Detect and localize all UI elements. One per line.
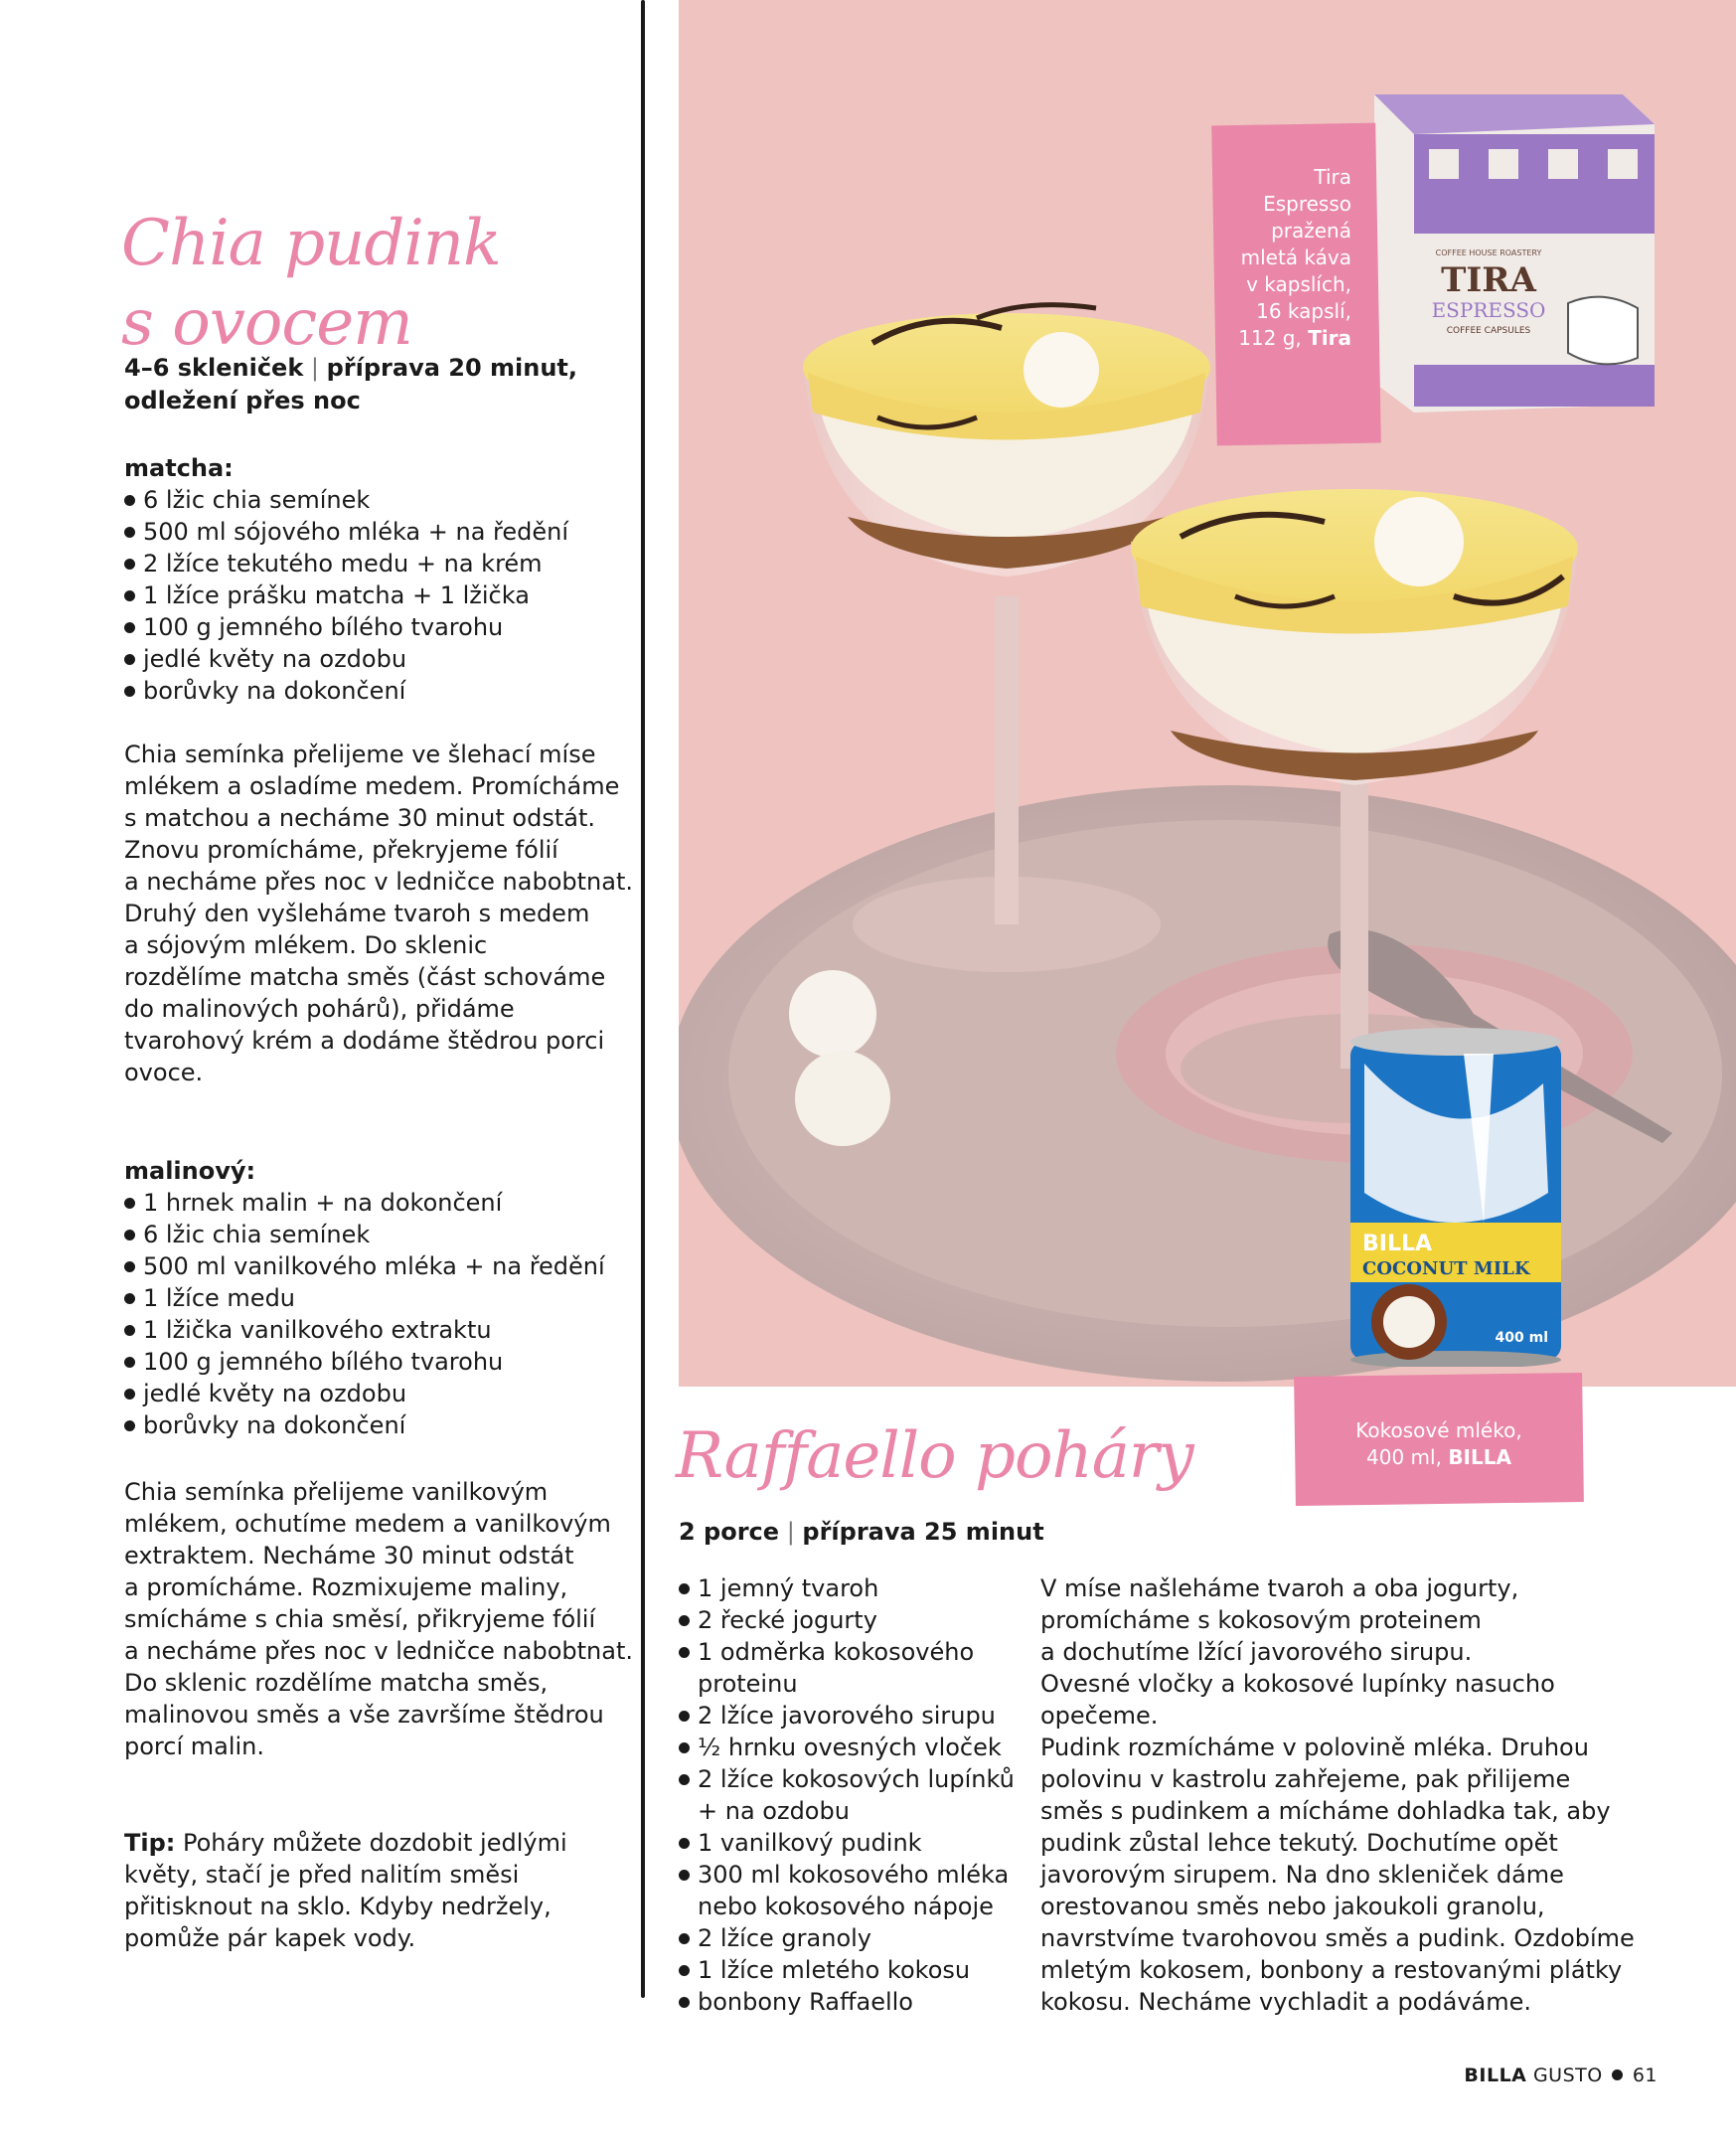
text-line: Chia semínka přelijeme ve šlehací míse [124,741,596,768]
raspberry-heading: malinový: [124,1157,256,1185]
tira-caption-line: Espresso [1263,192,1351,216]
tip-label: Tip: [124,1829,176,1857]
matcha-ingredients [124,484,641,707]
raffaello-yield: 2 porce [679,1518,780,1546]
chia-prep: příprava 20 minut, [326,354,578,382]
tira-caption-line: v kapslích, [1246,272,1351,296]
coconut-product-caption [1295,1417,1583,1471]
chia-title-line2: s ovocem [121,286,412,360]
raffaello-title: Raffaello poháry [676,1419,1193,1493]
list-item: 1 hrnek malin + na dokončení [124,1187,641,1219]
list-item: 2 řecké jogurty [679,1604,1046,1636]
coconut-caption-line2 [1295,1444,1583,1471]
text-line: do malinových pohárů), přidáme [124,995,515,1023]
tip-text: Poháry můžete dozdobit jedlými [175,1829,567,1857]
list-item: 100 g jemného bílého tvarohu [124,611,641,643]
page-footer [1391,2064,1657,2086]
dessert-photo [679,0,1736,1387]
list-item: 100 g jemného bílého tvarohu [124,1346,641,1378]
chia-rest: odležení přes noc [124,387,361,414]
text-line: porcí malin. [124,1733,265,1760]
list-item: ½ hrnku ovesných vloček [679,1732,1046,1763]
coconut-caption-line1: Kokosové mléko, [1355,1418,1522,1442]
text-line: a necháme přes noc v ledničce nabobtnat. [124,1637,633,1665]
text-line: smícháme s chia směsí, přikryjeme fólií [124,1605,596,1633]
text-line: a sójovým mlékem. Do sklenic [124,931,488,959]
text-line: extraktem. Necháme 30 minut odstát [124,1542,574,1569]
raffaello-steps [1040,1572,1696,2018]
text-line: Druhý den vyšleháme tvaroh s medem [124,900,590,927]
tip [124,1827,641,1954]
list-item: 1 lžička vanilkového extraktu [124,1314,641,1346]
tira-pack-top: COFFEE HOUSE ROASTERY [1435,248,1542,257]
text-line: květy, stačí je před nalitím směsi [124,1861,520,1889]
text-line: V míse našleháme tvaroh a oba jogurty, [1040,1574,1519,1602]
text-line: Znovu promícháme, překryjeme fólií [124,836,558,864]
list-item: 1 jemný tvaroh [679,1572,1046,1604]
column-divider [641,0,645,1998]
tira-pack-sub: COFFEE CAPSULES [1446,326,1531,336]
can-product-name: COCONUT MILK [1362,1258,1530,1279]
footer-bullet-icon [1612,2069,1623,2080]
matcha-heading: matcha: [124,454,234,482]
raffaello-meta: 2 porce | příprava 25 minut [679,1518,1044,1546]
list-item: 2 lžíce granoly [679,1922,1046,1954]
tira-caption-brand: Tira [1308,326,1351,350]
text-line: ovoce. [124,1059,204,1086]
tira-caption-line: 16 kapslí, [1256,299,1351,323]
text-line: a necháme přes noc v ledničce nabobtnat. [124,868,633,896]
list-item: 2 lžíce javorového sirupu [679,1700,1046,1732]
text-line: tvarohový krém a dodáme štědrou porci [124,1027,605,1055]
list-item: jedlé květy na ozdobu [124,1378,641,1409]
text-line: mlékem a osladíme medem. Promícháme [124,772,620,800]
tira-caption-line: Tira [1314,165,1351,189]
matcha-steps [124,739,641,1088]
tira-pack-brand: TIRA [1441,260,1536,300]
tip-line1 [124,1827,641,1859]
list-item: 6 lžic chia semínek [124,484,641,516]
text-line: navrstvíme tvarohovou směs a pudink. Ozdobíme [1040,1924,1635,1952]
tira-caption-line: mletá káva [1240,246,1351,269]
can-volume: 400 ml [1495,1330,1548,1346]
list-item: 1 lžíce mletého kokosu [679,1954,1046,1986]
text-line: pudink zůstal lehce tekutý. Dochutíme opět [1040,1829,1558,1857]
tira-pack-name: ESPRESSO [1431,298,1546,322]
text-line: Chia semínka přelijeme vanilkovým [124,1478,549,1506]
list-item: 2 lžíce kokosových lupínků + na ozdobu [679,1763,1046,1827]
chia-title [121,204,618,363]
text-line: s matchou a necháme 30 minut odstát. [124,804,596,832]
list-item: 1 vanilkový pudink [679,1827,1046,1859]
text-line: orestovanou směs nebo jakoukoli granolu, [1040,1893,1545,1920]
text-line: a dochutíme lžící javorového sirupu. [1040,1638,1473,1666]
text-line: malinovou směs a vše završíme štědrou [124,1701,604,1729]
coconut-can [1344,1024,1567,1367]
text-line: Ovesné vločky a kokosové lupínky nasucho [1040,1670,1555,1698]
text-line: javorovým sirupem. Na dno skleniček dáme [1040,1861,1564,1889]
tira-caption-line-last [1214,325,1351,352]
raffaello-ingredients [679,1572,1046,2018]
matcha-section [124,452,641,707]
list-item: 1 lžíce medu [124,1282,641,1314]
list-item: 500 ml sójového mléka + na ředění [124,516,641,548]
coconut-caption-volume: 400 ml, [1366,1445,1449,1469]
chia-meta-line1: 4–6 skleniček | příprava 20 minut, [124,354,578,382]
coconut-caption-brand: BILLA [1448,1445,1511,1469]
text-line: opečeme. [1040,1702,1159,1730]
raffaello-prep: příprava 25 minut [802,1518,1044,1546]
text-line: polovinu v kastrolu zahřejeme, pak přilijeme [1040,1765,1571,1793]
chia-yield: 4–6 skleniček [124,354,304,382]
chia-title-line1: Chia pudink [121,207,501,280]
text-line: přitisknout na sklo. Kdyby nedržely, [124,1893,552,1920]
text-line: promícháme s kokosovým proteinem [1040,1606,1482,1634]
raspberry-steps [124,1476,641,1762]
page-number: 61 [1632,2064,1657,2086]
list-item: 300 ml kokosového mléka nebo kokosového nápoje [679,1859,1046,1922]
list-item: bonbony Raffaello [679,1986,1046,2018]
text-line: a promícháme. Rozmixujeme maliny, [124,1573,568,1601]
list-item: borůvky na dokončení [124,1409,641,1441]
footer-magazine: GUSTO [1532,2064,1603,2086]
tira-product-caption [1214,164,1351,352]
text-line: směs s pudinkem a mícháme dohladka tak, aby [1040,1797,1611,1825]
text-line: mletým kokosem, bonbony a restovanými plátky [1040,1956,1623,1984]
text-line: kokosu. Necháme vychladit a podáváme. [1040,1988,1532,2016]
can-brand: BILLA [1362,1232,1433,1256]
list-item: 6 lžic chia semínek [124,1219,641,1250]
text-line: Do sklenic rozdělíme matcha směs, [124,1669,549,1697]
text-line: rozdělíme matcha směs (část schováme [124,963,606,991]
tira-caption-line: pražená [1271,219,1351,243]
chia-meta [124,352,641,417]
text-line: Pudink rozmícháme v polovině mléka. Druhou [1040,1734,1589,1761]
list-item: 1 lžíce prášku matcha + 1 lžička [124,579,641,611]
list-item: jedlé květy na ozdobu [124,643,641,675]
list-item: 1 odměrka kokosového proteinu [679,1636,1046,1700]
list-item: 500 ml vanilkového mléka + na ředění [124,1250,641,1282]
tira-caption-weight: 112 g, [1238,326,1309,350]
text-line: mlékem, ochutíme medem a vanilkovým [124,1510,611,1538]
list-item: 2 lžíce tekutého medu + na krém [124,548,641,579]
list-item: borůvky na dokončení [124,675,641,707]
text-line: pomůže pár kapek vody. [124,1924,416,1952]
raspberry-ingredients [124,1187,641,1441]
footer-brand: BILLA [1464,2064,1527,2086]
raspberry-section [124,1155,641,1441]
